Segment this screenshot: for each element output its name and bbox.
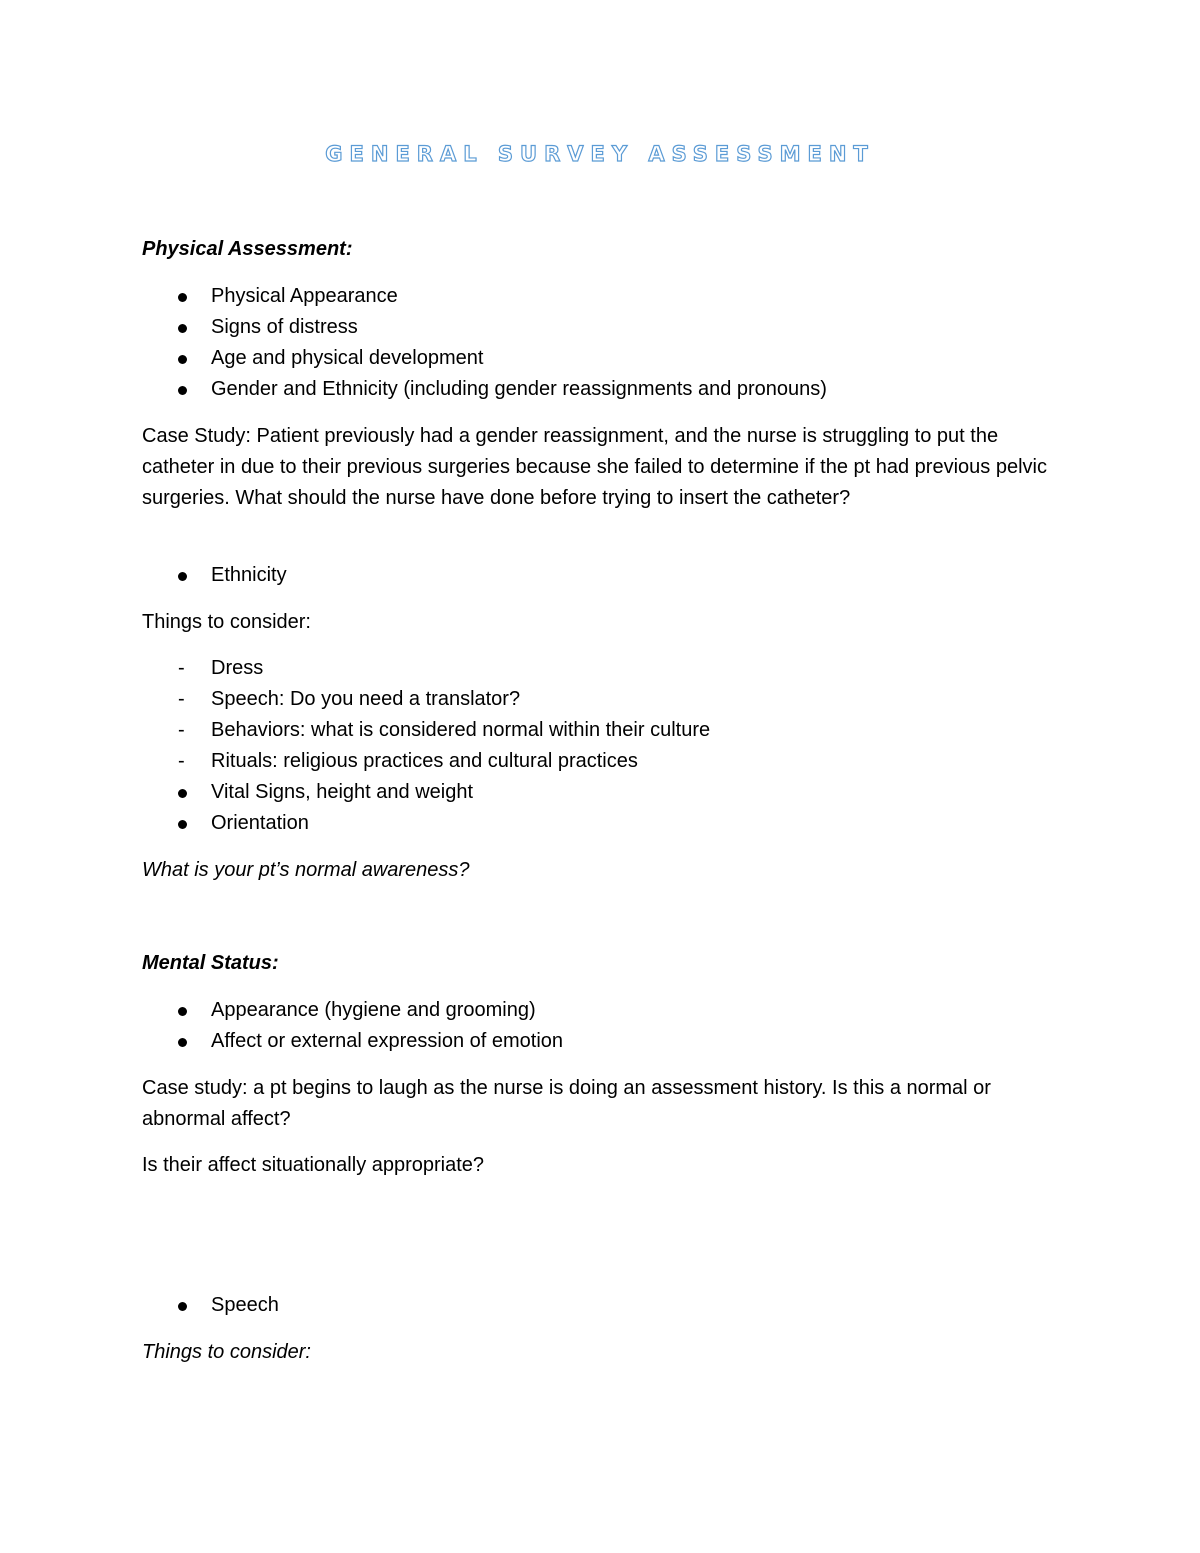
dash-icon: - bbox=[178, 750, 185, 772]
things-to-consider-label: Things to consider: bbox=[142, 1341, 311, 1363]
document-page: GENERAL SURVEY ASSESSMENT Physical Assessment: Physical Appearance Signs of distress Age and physical development Gender and Ethnicity (including gender reassignments and pronouns) Case Study: Patient previously had a gender reassignment, and the nurse is struggling to put the catheter in due to their previous surgeries because she failed to determine if the pt had previous pelvic surgeries. What should the nurse have done before trying to insert the catheter? Ethnicity Things to consider: - Dress - Speech: Do you need a translator? - Behaviors: what is considered normal within their culture - Rituals: religious practices and cultural practices Vital Signs, height and weight Orientation What is your pt’s normal awareness? Mental Status: Appearance (hygiene and grooming) Affect or external expression of emotion Case study: a pt begins to laugh as the nurse is doing an assessment history. Is this a normal or abnormal affect? Is their affect situationally appropriate? Speech Things to consider: bbox=[0, 0, 1200, 1553]
awareness-question: What is your pt’s normal awareness? bbox=[142, 859, 470, 881]
affect-question: Is their affect situationally appropriate? bbox=[142, 1154, 485, 1176]
dash-icon: - bbox=[178, 688, 185, 710]
things-to-consider-label: Things to consider: bbox=[142, 611, 311, 633]
case-study-paragraph: Case study: a pt begins to laugh as the nurse is doing an assessment history. Is this a normal or abnormal affect? bbox=[142, 1077, 991, 1130]
bullet-icon bbox=[176, 560, 196, 591]
bullet-icon bbox=[176, 777, 196, 808]
physical-assessment-heading: Physical Assessment: bbox=[142, 238, 353, 260]
mental-status-heading: Mental Status: bbox=[142, 952, 279, 974]
document-title: GENERAL SURVEY ASSESSMENT bbox=[325, 142, 875, 166]
case-study-paragraph: Case Study: Patient previously had a gender reassignment, and the nurse is struggling to put the catheter in due to their previous surgeries because she failed to determine if the pt had previous pelvic surgeries. What should the nurse have done before trying to insert the catheter? bbox=[142, 425, 1047, 509]
bullet-icon bbox=[176, 281, 196, 312]
bullet-icon bbox=[176, 312, 196, 343]
bullet-icon bbox=[176, 808, 196, 839]
bullet-icon bbox=[176, 995, 196, 1026]
bullet-icon bbox=[176, 1026, 196, 1057]
bullet-icon bbox=[176, 343, 196, 374]
bullet-icon bbox=[176, 374, 196, 405]
bullet-icon bbox=[176, 1290, 196, 1321]
dash-icon: - bbox=[178, 719, 185, 741]
dash-icon: - bbox=[178, 657, 185, 679]
